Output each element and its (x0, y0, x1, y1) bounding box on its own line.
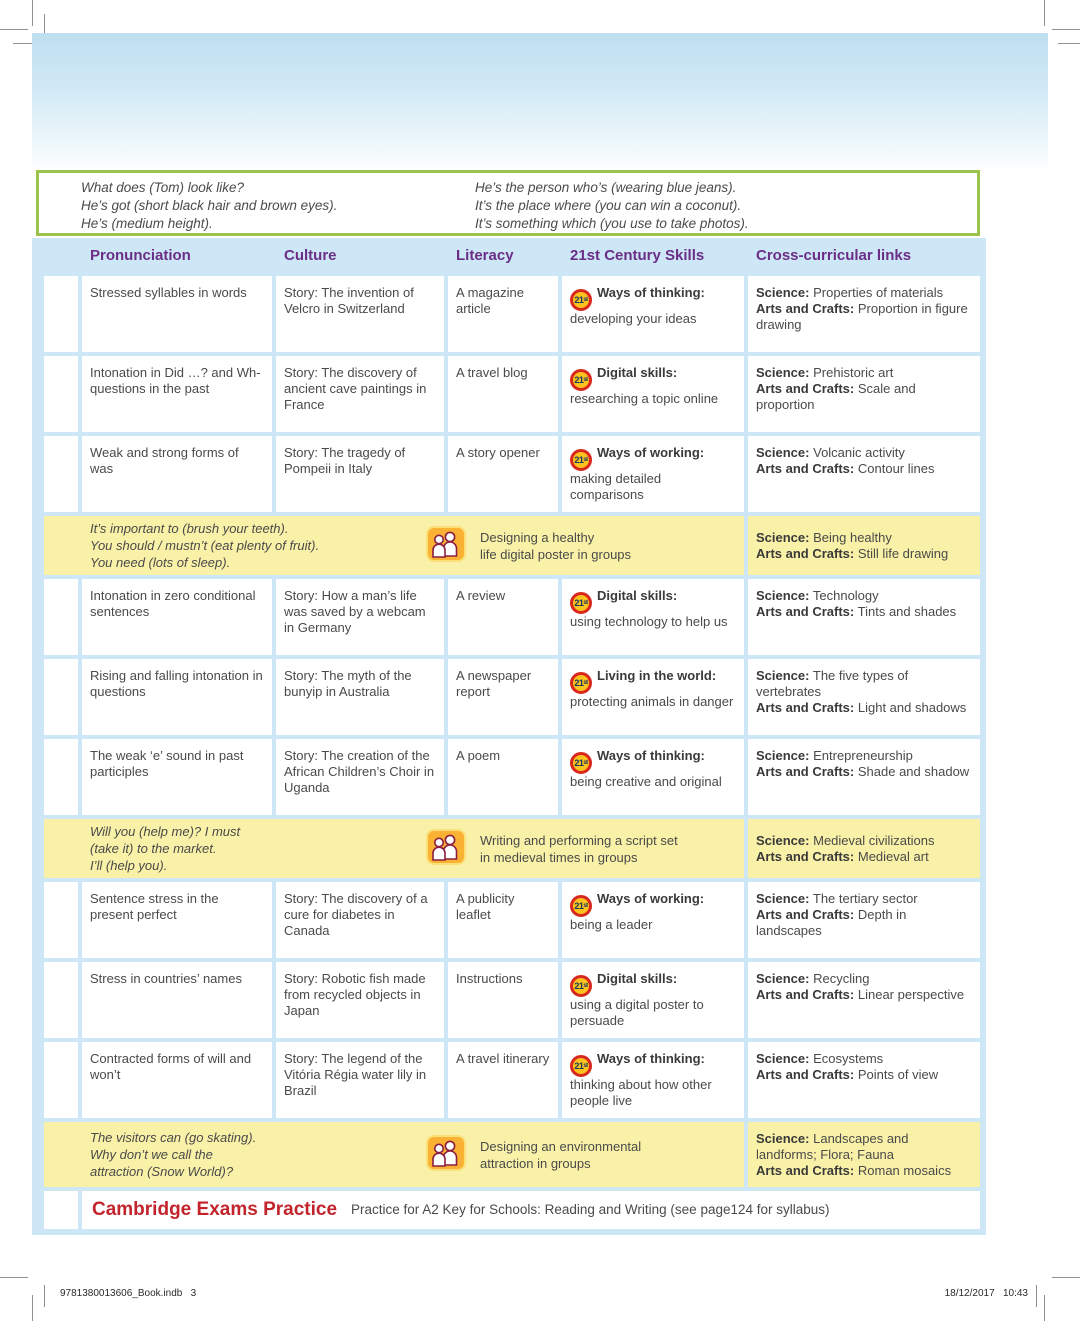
skill-description: making detailed comparisons (570, 471, 662, 502)
cross-curricular-cell (748, 436, 980, 512)
column-header-culture: Culture (284, 246, 337, 264)
column-header-pronunciation: Pronunciation (90, 246, 191, 264)
project-description-line: Designing an environmental (480, 1138, 642, 1154)
literacy-text: A magazine article (456, 285, 524, 316)
crop-mark (1058, 43, 1080, 44)
pronunciation-text: Intonation in Did …? and Wh- questions in the past (90, 365, 261, 396)
arts-link (756, 907, 972, 939)
21st-century-badge-icon: 21 st (570, 592, 592, 614)
21st-century-badge-icon: 21 st (570, 449, 592, 471)
culture-cell (276, 962, 444, 1038)
science-link (756, 1131, 972, 1163)
skill-description: using technology to help us (570, 614, 728, 629)
unit-row (44, 739, 980, 815)
literacy-cell (448, 1042, 558, 1118)
literacy-cell (448, 356, 558, 432)
project-description (480, 832, 678, 866)
culture-text: Story: Robotic fish made from recycled objects in Japan (284, 971, 426, 1018)
group-work-icon (426, 526, 466, 566)
project-description (480, 529, 631, 563)
pronunciation-text: Rising and falling intonation in questions (90, 668, 263, 699)
culture-text: Story: The legend of the Vitória Régia water lily in Brazil (284, 1051, 427, 1098)
skill-description: protecting animals in danger (570, 694, 734, 709)
science-link (756, 445, 972, 461)
literacy-text: A travel itinerary (456, 1051, 550, 1066)
science-text: Technology (812, 588, 879, 603)
science-link (756, 285, 972, 301)
unit-row (44, 579, 980, 655)
unit-row (44, 962, 980, 1038)
cross-curricular-cell (748, 579, 980, 655)
science-link (756, 833, 972, 849)
arts-link (756, 1163, 972, 1179)
unit-row (44, 1042, 980, 1118)
footer-timestamp: 18/12/2017 10:43 (944, 1288, 1028, 1299)
project-row (44, 1122, 980, 1187)
arts-text: Still life drawing (857, 546, 949, 561)
unit-row (44, 436, 980, 512)
project-grammar-text (90, 1129, 400, 1180)
arts-label: Arts and Crafts: (756, 461, 855, 476)
pronunciation-cell (82, 739, 272, 815)
science-link (756, 365, 972, 381)
skills-cell (562, 276, 744, 352)
pronunciation-cell (82, 579, 272, 655)
crop-mark (32, 0, 33, 26)
project-description-line: Designing a healthy (480, 529, 595, 545)
science-label: Science: (756, 971, 810, 986)
arts-label: Arts and Crafts: (756, 987, 855, 1002)
row-spacer-cell (44, 739, 78, 815)
grammar-line: You should / mustn’t (eat plenty of fruit). (90, 538, 320, 553)
project-description-line: life digital poster in groups (480, 546, 632, 562)
arts-link (756, 700, 972, 716)
literacy-cell (448, 882, 558, 958)
science-label: Science: (756, 365, 810, 380)
footer-file-note: 9781380013606_Book.indb 3 (60, 1288, 197, 1299)
skill-category-label: Living in the world: (597, 668, 717, 683)
science-label: Science: (756, 1131, 810, 1146)
row-spacer-cell (44, 356, 78, 432)
exam-practice-text: Practice for A2 Key for Schools: Reading and Writing (see page124 for syllabus) (351, 1202, 830, 1217)
grammar-line: The visitors can (go skating). (90, 1130, 257, 1145)
culture-text: Story: The discovery of ancient cave paintings in France (284, 365, 427, 412)
top-gradient-band (32, 33, 1048, 168)
literacy-text: A travel blog (456, 365, 528, 380)
grammar-line: He’s got (short black hair and brown eyes). (81, 198, 338, 213)
21st-century-badge-icon: 21 st (570, 369, 592, 391)
row-spacer-cell (44, 1042, 78, 1118)
exam-practice-title: Cambridge Exams Practice (92, 1199, 338, 1220)
badge-number: 21 (574, 901, 584, 911)
arts-text: Tints and shades (857, 604, 957, 619)
cross-curricular-cell (748, 962, 980, 1038)
arts-link (756, 1067, 972, 1083)
literacy-text: A publicity leaflet (456, 891, 515, 922)
science-text: Ecosystems (813, 1051, 884, 1066)
exam-practice-cell (82, 1191, 980, 1229)
unit-row (44, 276, 980, 352)
skills-cell (562, 579, 744, 655)
21st-century-badge-icon: 21 st (570, 895, 592, 917)
project-cell (44, 819, 744, 878)
arts-text: Proportion in figure drawing (756, 301, 968, 332)
literacy-cell (448, 962, 558, 1038)
arts-label: Arts and Crafts: (756, 301, 855, 316)
pronunciation-text: Sentence stress in the present perfect (90, 891, 219, 922)
cross-curricular-cell (748, 1042, 980, 1118)
skill-category-label: Ways of thinking: (597, 748, 705, 763)
badge-number: 21 (574, 375, 584, 385)
science-label: Science: (756, 748, 810, 763)
row-spacer-cell (44, 579, 78, 655)
project-row (44, 819, 980, 878)
pronunciation-cell (82, 659, 272, 735)
pronunciation-text: Stressed syllables in words (90, 285, 247, 300)
arts-text: Shade and shadow (857, 764, 970, 779)
skill-category-label: Digital skills: (597, 365, 678, 380)
science-link (756, 1051, 972, 1067)
culture-text: Story: How a man’s life was saved by a webcam in Germany (284, 588, 426, 635)
badge-number: 21 (574, 598, 584, 608)
science-text: Prehistoric art (813, 365, 894, 380)
culture-cell (276, 1042, 444, 1118)
culture-cell (276, 579, 444, 655)
skill-description: researching a topic online (570, 391, 719, 406)
arts-label: Arts and Crafts: (756, 764, 855, 779)
science-text: The five types of vertebrates (756, 668, 909, 699)
culture-cell (276, 276, 444, 352)
row-spacer-cell (44, 1191, 78, 1229)
grammar-line: What does (Tom) look like? (81, 180, 245, 195)
cross-curricular-cell (748, 882, 980, 958)
skill-description: developing your ideas (570, 311, 697, 326)
group-work-icon (426, 1135, 466, 1175)
skills-cell (562, 436, 744, 512)
science-link (756, 530, 972, 546)
science-link (756, 748, 972, 764)
grammar-line: He’s the person who’s (wearing blue jeans). (475, 180, 737, 195)
arts-link (756, 461, 972, 477)
skill-description: using a digital poster to persuade (570, 997, 704, 1028)
literacy-cell (448, 739, 558, 815)
row-spacer-cell (44, 276, 78, 352)
project-grammar-text (90, 823, 400, 874)
grammar-line: He’s (medium height). (81, 216, 213, 231)
literacy-text: A poem (456, 748, 501, 763)
skill-category-label: Ways of thinking: (597, 285, 705, 300)
grammar-line: You need (lots of sleep). (90, 555, 231, 570)
row-spacer-cell (44, 659, 78, 735)
pronunciation-text: Stress in countries’ names (90, 971, 242, 986)
grammar-line: It’s important to (brush your teeth). (90, 521, 289, 536)
culture-text: Story: The invention of Velcro in Switzerland (284, 285, 414, 316)
science-link (756, 891, 972, 907)
exam-practice-row (44, 1191, 980, 1229)
grammar-line: It’s something which (you use to take photos). (475, 216, 749, 231)
badge-number: 21 (574, 1061, 584, 1071)
pronunciation-cell (82, 436, 272, 512)
badge-number: 21 (574, 455, 584, 465)
21st-century-badge-icon: 21 st (570, 752, 592, 774)
row-spacer-cell (44, 436, 78, 512)
science-text: Entrepreneurship (813, 748, 913, 763)
culture-cell (276, 436, 444, 512)
column-header-cross-curricular-links: Cross-curricular links (756, 246, 912, 264)
pronunciation-text: Intonation in zero conditional sentences (90, 588, 256, 619)
crop-mark (1044, 0, 1045, 26)
grammar-examples-right (475, 173, 749, 233)
science-link (756, 971, 972, 987)
science-text: Volcanic activity (813, 445, 905, 460)
cross-curricular-cell (748, 516, 980, 575)
project-cell (44, 516, 744, 575)
scope-sequence-table (32, 238, 986, 1235)
unit-row (44, 356, 980, 432)
arts-label: Arts and Crafts: (756, 1067, 855, 1082)
crop-mark (1052, 1277, 1080, 1278)
project-description-line: in medieval times in groups (480, 849, 638, 865)
cross-curricular-cell (748, 356, 980, 432)
arts-label: Arts and Crafts: (756, 907, 855, 922)
cross-curricular-cell (748, 1122, 980, 1187)
skills-cell (562, 356, 744, 432)
skill-category-label: Digital skills: (597, 971, 678, 986)
arts-link (756, 604, 972, 620)
literacy-text: A review (456, 588, 506, 603)
science-label: Science: (756, 530, 810, 545)
cross-curricular-cell (748, 276, 980, 352)
science-text: Landscapes and landforms; Flora; Fauna (756, 1131, 909, 1162)
arts-label: Arts and Crafts: (756, 700, 855, 715)
unit-row (44, 659, 980, 735)
culture-text: Story: The myth of the bunyip in Australia (284, 668, 412, 699)
arts-label: Arts and Crafts: (756, 1163, 855, 1178)
science-text: Medieval civilizations (813, 833, 935, 848)
arts-link (756, 546, 972, 562)
science-text: Recycling (813, 971, 870, 986)
project-row (44, 516, 980, 575)
arts-label: Arts and Crafts: (756, 849, 855, 864)
literacy-text: A story opener (456, 445, 540, 460)
grammar-line: It’s the place where (you can win a coconut). (475, 198, 742, 213)
science-text: Being healthy (813, 530, 892, 545)
badge-number: 21 (574, 678, 584, 688)
badge-number: 21 (574, 758, 584, 768)
culture-cell (276, 882, 444, 958)
science-label: Science: (756, 285, 810, 300)
crop-mark (44, 1285, 45, 1307)
culture-cell (276, 659, 444, 735)
arts-label: Arts and Crafts: (756, 381, 855, 396)
pronunciation-text: Weak and strong forms of was (90, 445, 239, 476)
skill-description: being creative and original (570, 774, 722, 789)
science-text: The tertiary sector (812, 891, 918, 906)
grammar-line: attraction (Snow World)? (90, 1164, 234, 1179)
literacy-cell (448, 579, 558, 655)
science-label: Science: (756, 668, 810, 683)
skill-description: thinking about how other people live (570, 1077, 712, 1108)
science-label: Science: (756, 588, 810, 603)
science-label: Science: (756, 833, 810, 848)
crop-mark (0, 29, 28, 30)
arts-text: Roman mosaics (857, 1163, 952, 1178)
grammar-line: Will you (help me)? I must (90, 824, 241, 839)
crop-mark (32, 1295, 33, 1321)
arts-label: Arts and Crafts: (756, 546, 855, 561)
science-label: Science: (756, 445, 810, 460)
21st-century-badge-icon: 21 st (570, 289, 592, 311)
grammar-line: Why don’t we call the (90, 1147, 213, 1162)
pronunciation-cell (82, 882, 272, 958)
arts-link (756, 764, 972, 780)
literacy-cell (448, 276, 558, 352)
row-spacer-cell (44, 882, 78, 958)
culture-text: Story: The tragedy of Pompeii in Italy (284, 445, 406, 476)
cross-curricular-cell (748, 819, 980, 878)
crop-mark (1044, 1295, 1045, 1321)
project-cell (44, 1122, 744, 1187)
arts-text: Scale and proportion (756, 381, 916, 412)
project-description-line: attraction in groups (480, 1155, 591, 1171)
group-work-icon (426, 829, 466, 869)
pronunciation-text: Contracted forms of will and won’t (90, 1051, 252, 1082)
culture-text: Story: The creation of the African Children’s Choir in Uganda (284, 748, 435, 795)
badge-number: 21 (574, 295, 584, 305)
column-header-21st-century-skills: 21st Century Skills (570, 246, 705, 264)
skill-category-label: Ways of working: (597, 445, 705, 460)
crop-mark (0, 1277, 28, 1278)
crop-mark (1052, 29, 1080, 30)
culture-cell (276, 356, 444, 432)
science-link (756, 668, 972, 700)
science-label: Science: (756, 1051, 810, 1066)
arts-text: Medieval art (857, 849, 929, 864)
arts-text: Contour lines (857, 461, 935, 476)
grammar-line: I’ll (help you). (90, 858, 168, 873)
skills-cell (562, 659, 744, 735)
skills-cell (562, 739, 744, 815)
table-header-row (44, 238, 980, 272)
skill-category-label: Ways of thinking: (597, 1051, 705, 1066)
pronunciation-text: The weak ‘e’ sound in past participles (90, 748, 244, 779)
project-grammar-text (90, 520, 400, 571)
grammar-line: (take it) to the market. (90, 841, 217, 856)
arts-text: Linear perspective (857, 987, 965, 1002)
culture-text: Story: The discovery of a cure for diabetes in Canada (284, 891, 428, 938)
cross-curricular-cell (748, 739, 980, 815)
culture-cell (276, 739, 444, 815)
science-link (756, 588, 972, 604)
column-header-literacy: Literacy (456, 246, 514, 264)
grammar-example-box (36, 170, 980, 236)
literacy-text: Instructions (456, 971, 523, 986)
arts-text: Points of view (857, 1067, 939, 1082)
21st-century-badge-icon: 21 st (570, 672, 592, 694)
skills-cell (562, 1042, 744, 1118)
arts-label: Arts and Crafts: (756, 604, 855, 619)
skills-cell (562, 962, 744, 1038)
literacy-cell (448, 436, 558, 512)
pronunciation-cell (82, 962, 272, 1038)
science-label: Science: (756, 891, 810, 906)
21st-century-badge-icon: 21 st (570, 1055, 592, 1077)
badge-number: 21 (574, 981, 584, 991)
arts-link (756, 301, 972, 333)
literacy-cell (448, 659, 558, 735)
grammar-examples-left (39, 173, 475, 233)
arts-link (756, 987, 972, 1003)
skill-category-label: Ways of working: (597, 891, 705, 906)
science-text: Properties of materials (813, 285, 944, 300)
pronunciation-cell (82, 276, 272, 352)
pronunciation-cell (82, 356, 272, 432)
skill-category-label: Digital skills: (597, 588, 678, 603)
arts-link (756, 849, 972, 865)
crop-mark (1036, 1285, 1037, 1307)
table-body (44, 276, 980, 1187)
arts-text: Depth in landscapes (756, 907, 907, 938)
project-description (480, 1138, 641, 1172)
arts-link (756, 381, 972, 413)
cross-curricular-cell (748, 659, 980, 735)
arts-text: Light and shadows (857, 700, 967, 715)
unit-row (44, 882, 980, 958)
pronunciation-cell (82, 1042, 272, 1118)
21st-century-badge-icon: 21 st (570, 975, 592, 997)
literacy-text: A newspaper report (456, 668, 532, 699)
project-description-line: Writing and performing a script set (480, 832, 678, 848)
skill-description: being a leader (570, 917, 653, 932)
skills-cell (562, 882, 744, 958)
row-spacer-cell (44, 962, 78, 1038)
